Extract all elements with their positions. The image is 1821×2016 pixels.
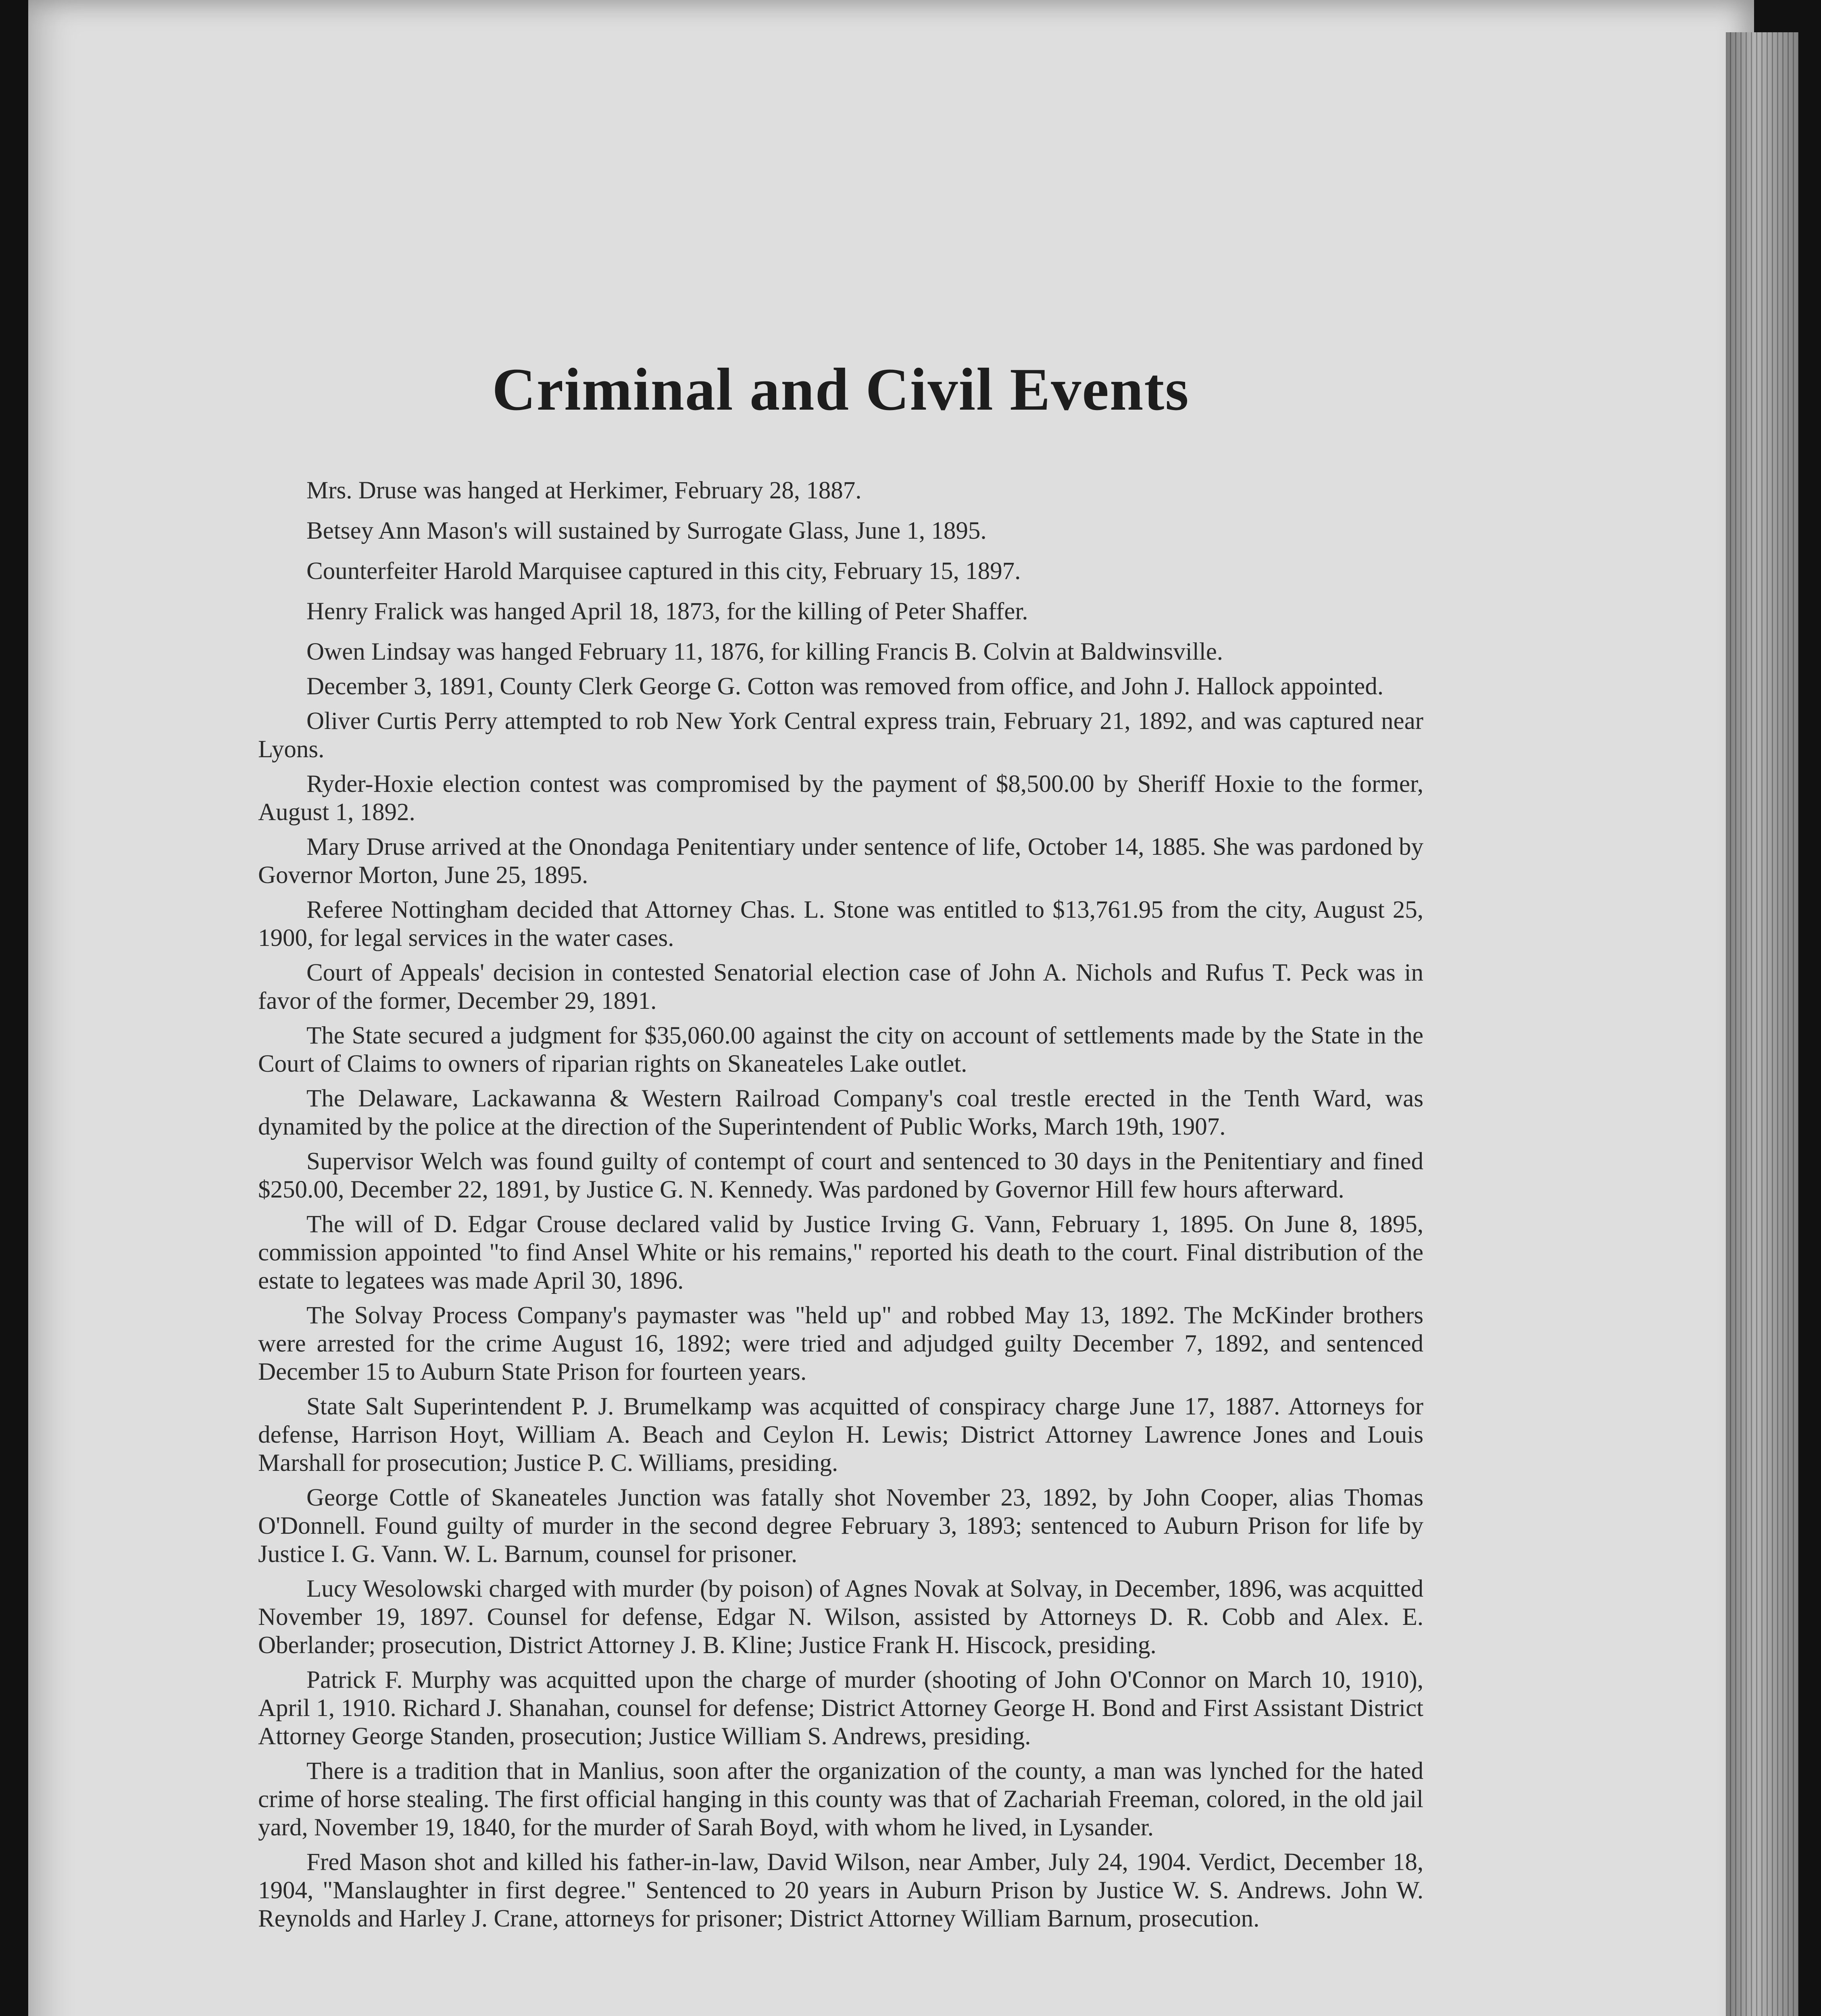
entry: Patrick F. Murphy was acquitted upon the charge of murder (shooting of John O'Connor on March 10, 1910), April 1, 1910. Richard J. Shanahan, counsel for defense; District Attorney George H. Bond and First Assistant District Attorney George Standen, prosecution; Justice William S. Andrews, presiding.: [258, 1666, 1423, 1750]
entry: Oliver Curtis Perry attempted to rob New York Central express train, February 21, 1892, and was captured near Lyons.: [258, 708, 1423, 763]
entry: George Cottle of Skaneateles Junction was fatally shot November 23, 1892, by John Cooper, alias Thomas O'Donnell. Found guilty of murder in the second degree February 3, 1893; sentenced to Auburn Prison for life by Justice I. G. Vann. W. L. Barnum, counsel for prisoner.: [258, 1484, 1423, 1568]
entry: Ryder-Hoxie election contest was compromised by the payment of $8,500.00 by Sheriff Hoxie to the former, August 1, 1892.: [258, 771, 1423, 826]
entry: State Salt Superintendent P. J. Brumelkamp was acquitted of conspiracy charge June 17, 1887. Attorneys for defense, Harrison Hoyt, William A. Beach and Ceylon H. Lewis; District Attorney Lawrence Jones and Louis Marshall for prosecution; Justice P. C. Williams, presiding.: [258, 1393, 1423, 1477]
entry: Betsey Ann Mason's will sustained by Surrogate Glass, June 1, 1895.: [306, 517, 987, 544]
entry: The State secured a judgment for $35,060.00 against the city on account of settlements made by the State in the Court of Claims to owners of riparian rights on Skaneateles Lake outlet.: [258, 1022, 1423, 1077]
entry: The Delaware, Lackawanna & Western Railroad Company's coal trestle erected in the Tenth Ward, was dynamited by the police at the direction of the Superintendent of Public Works, March 19th, 1907.: [258, 1085, 1423, 1140]
article-body: [258, 356, 1423, 1939]
entry: Fred Mason shot and killed his father-in-law, David Wilson, near Amber, July 24, 1904. Verdict, December 18, 1904, "Manslaughter in first degree." Sentenced to 20 years in Auburn Prison by Justice W. S. Andrews. John W. Reynolds and Harley J. Crane, attorneys for prisoner; District Attorney William Barnum, prosecution.: [258, 1849, 1423, 1932]
entry: Counterfeiter Harold Marquisee captured in this city, February 15, 1897.: [306, 558, 1021, 585]
entry: The will of D. Edgar Crouse declared valid by Justice Irving G. Vann, February 1, 1895. On June 8, 1895, commission appointed "to find Ansel White or his remains," reported his death to the court. Final distribution of the estate to legatees was made April 30, 1896.: [258, 1211, 1423, 1294]
entry: The Solvay Process Company's paymaster was "held up" and robbed May 13, 1892. The McKinder brothers were arrested for the crime August 16, 1892; were tried and adjudged guilty December 7, 1892, and sentenced December 15 to Auburn State Prison for fourteen years.: [258, 1302, 1423, 1385]
entry: Henry Fralick was hanged April 18, 1873, for the killing of Peter Shaffer.: [306, 598, 1028, 625]
entry: Referee Nottingham decided that Attorney Chas. L. Stone was entitled to $13,761.95 from the city, August 25, 1900, for legal services in the water cases.: [258, 896, 1423, 952]
entry: December 3, 1891, County Clerk George G. Cotton was removed from office, and John J. Hallock appointed.: [306, 673, 1383, 700]
entry: There is a tradition that in Manlius, soon after the organization of the county, a man was lynched for the hated crime of horse stealing. The first official hanging in this county was that of Zachariah Freeman, colored, in the old jail yard, November 19, 1840, for the murder of Sarah Boyd, with whom he lived, in Lysander.: [258, 1758, 1423, 1841]
entry: Owen Lindsay was hanged February 11, 1876, for killing Francis B. Colvin at Baldwinsville.: [306, 638, 1223, 665]
entry: Supervisor Welch was found guilty of contempt of court and sentenced to 30 days in the Penitentiary and fined $250.00, December 22, 1891, by Justice G. N. Kennedy. Was pardoned by Governor Hill few hours afterward.: [258, 1148, 1423, 1203]
page-title: Criminal and Civil Events: [492, 356, 1190, 423]
entry: Mrs. Druse was hanged at Herkimer, February 28, 1887.: [306, 477, 862, 504]
entry: Court of Appeals' decision in contested Senatorial election case of John A. Nichols and Rufus T. Peck was in favor of the former, December 29, 1891.: [258, 959, 1423, 1014]
entry: Lucy Wesolowski charged with murder (by poison) of Agnes Novak at Solvay, in December, 1896, was acquitted November 19, 1897. Counsel for defense, Edgar N. Wilson, assisted by Attorneys D. R. Cobb and Alex. E. Oberlander; prosecution, District Attorney J. B. Kline; Justice Frank H. Hiscock, presiding.: [258, 1575, 1423, 1659]
entry: Mary Druse arrived at the Onondaga Penitentiary under sentence of life, October 14, 1885. She was pardoned by Governor Morton, June 25, 1895.: [258, 833, 1423, 889]
page-edges-shade: [1726, 32, 1798, 2016]
